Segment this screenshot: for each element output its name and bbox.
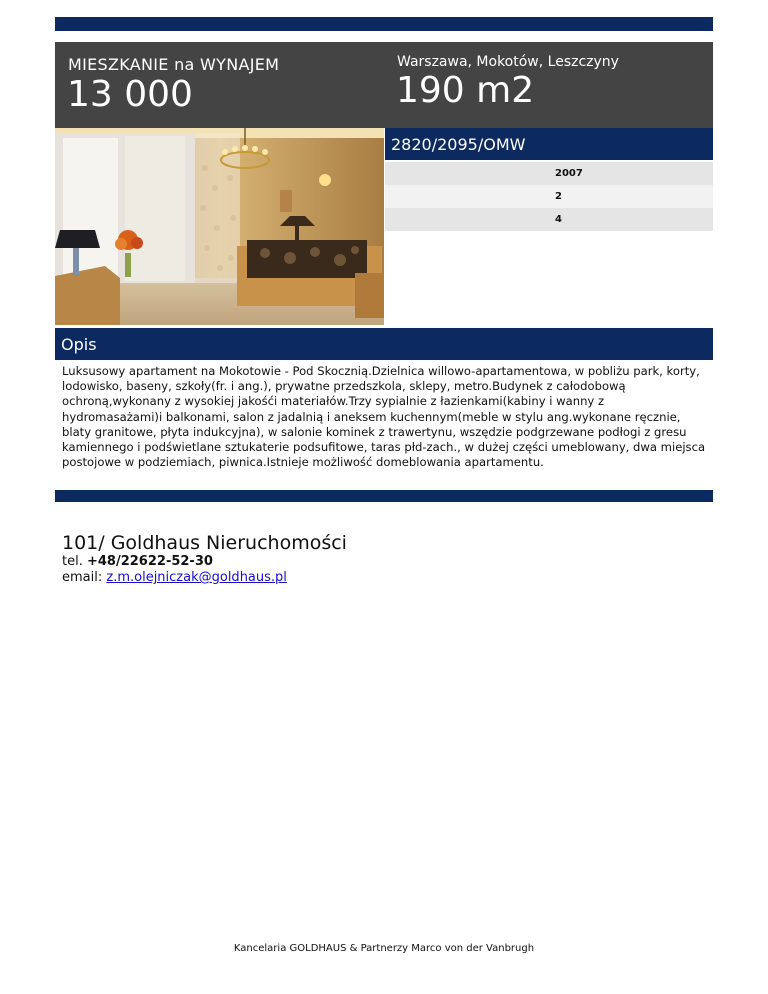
area: 190 m2	[396, 70, 535, 111]
price: 13 000	[67, 74, 193, 115]
email-label: email:	[62, 570, 103, 585]
detail-row	[385, 185, 713, 208]
detail-value: 2	[555, 191, 562, 202]
phone-label: tel.	[62, 554, 83, 569]
detail-row	[385, 208, 713, 231]
description-text: Luksusowy apartament na Mokotowie - Pod Skocznią.Dzielnica willowo-apartamentowa, w pobliżu park, korty, lodowisko, baseny, szkoły(fr. i ang.), prywatne przedszkola, sklepy, metro.Budynek z całodobową ochroną,wykonany z wysokiej jakośći materiałów.Trzy sypialnie z łazienkami(kabiny i wanny z hydromasażami)i balkonami, salon z jadalnią i aneksem kuchennym(meble w stylu ang.wykonane ręcznie, blaty granitowe, płyta indukcyjna), w salonie kominek z trawertynu, wszędzie podgrzewane podłogi z gresu kamiennego i podświetlane sztukaterie podsufitowe, taras płd-zach., w dużej części umeblowany, dwa miejsca postojowe w podziemiach, piwnica.Istnieje możliwość domeblowania apartamentu.	[62, 364, 706, 470]
listing-header	[55, 42, 713, 128]
description-title: Opis	[61, 335, 97, 354]
detail-value: 4	[555, 214, 562, 225]
footer-text: Kancelaria GOLDHAUS & Partnerzy Marco von der Vanbrugh	[233, 943, 535, 954]
description-header	[55, 328, 713, 360]
detail-value: 2007	[555, 168, 583, 179]
location: Warszawa, Mokotów, Leszczyny	[397, 54, 619, 70]
detail-row	[385, 162, 713, 185]
agency-name: 101/ Goldhaus Nieruchomości	[62, 532, 347, 554]
reference-bar	[385, 128, 713, 160]
phone-line	[62, 554, 213, 569]
offer-type: MIESZKANIE na WYNAJEM	[68, 55, 280, 74]
email-line	[62, 570, 287, 585]
top-accent-bar	[55, 17, 713, 31]
phone-number[interactable]: +48/22622-52-30	[86, 554, 213, 569]
bottom-accent-bar	[55, 490, 713, 502]
listing-reference: 2820/2095/OMW	[391, 135, 526, 154]
email-link[interactable]: z.m.olejniczak@goldhaus.pl	[106, 570, 287, 585]
listing-photo	[55, 128, 384, 325]
